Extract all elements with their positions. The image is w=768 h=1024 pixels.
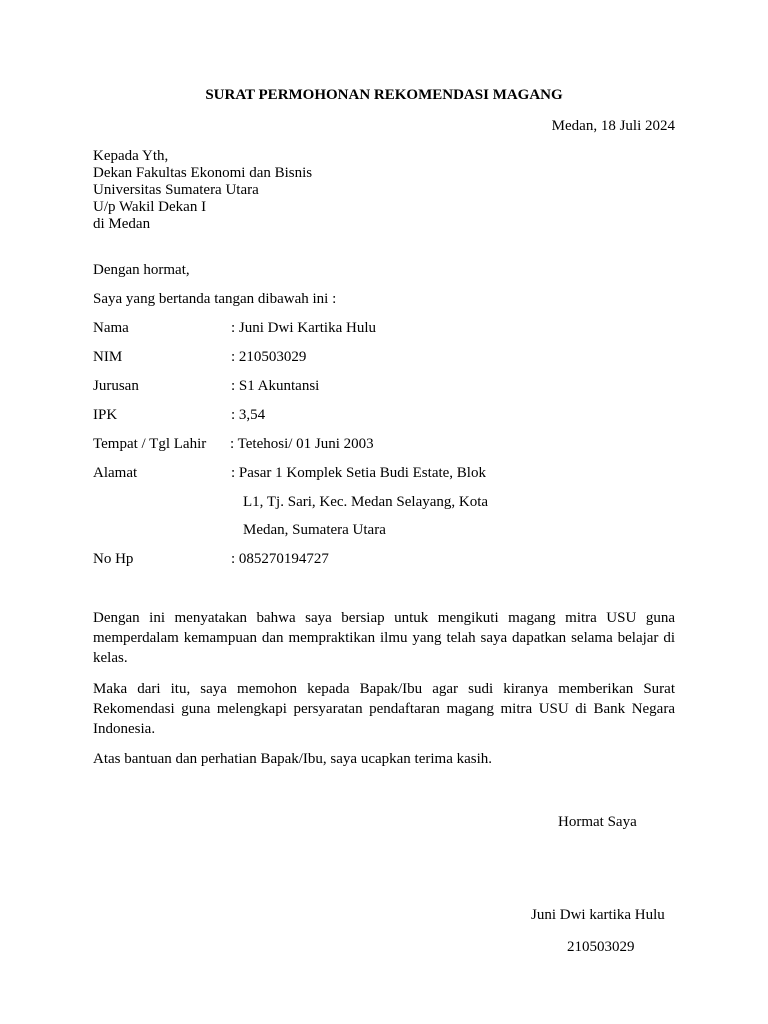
field-label-nama: Nama [93,320,129,336]
signer-nim: 210503029 [567,939,635,955]
body-paragraph: Dengan ini menyatakan bahwa saya bersiap untuk mengikuti magang mitra USU guna memperdalam kemampuan dan mempraktikan ilmu yang telah saya dapatkan selama belajar di kelas. [93,610,675,666]
field-label-ipk: IPK [93,407,118,423]
closing-text: Hormat Saya [558,814,637,830]
signer-name: Juni Dwi kartika Hulu [531,907,665,923]
field-value-alamat-line3: Medan, Sumatera Utara [243,522,386,538]
field-label-nohp: No Hp [93,551,134,567]
field-label-alamat: Alamat [93,465,138,481]
field-value-ipk: : 3,54 [231,407,266,423]
field-value-nim: : 210503029 [231,349,307,365]
recipient-line: Kepada Yth, [93,148,169,164]
recipient-line: di Medan [93,216,151,232]
intro-text: Saya yang bertanda tangan dibawah ini : [93,291,337,307]
recipient-address [93,148,312,233]
letter-title: SURAT PERMOHONAN REKOMENDASI MAGANG [205,87,563,103]
field-value-nohp: : 085270194727 [231,551,329,567]
recipient-line: Dekan Fakultas Ekonomi dan Bisnis [93,165,313,181]
field-value-jurusan: : S1 Akuntansi [231,378,320,394]
recipient-line: Universitas Sumatera Utara [93,182,259,198]
field-label-jurusan: Jurusan [93,378,139,394]
letter-date: Medan, 18 Juli 2024 [551,118,675,134]
field-value-alamat: : Pasar 1 Komplek Setia Budi Estate, Blok [231,465,486,481]
field-value-alamat-line2: L1, Tj. Sari, Kec. Medan Selayang, Kota [243,494,489,510]
field-label-nim: NIM [93,349,123,365]
greeting: Dengan hormat, [93,262,190,278]
body-paragraph: Atas bantuan dan perhatian Bapak/Ibu, saya ucapkan terima kasih. [93,751,493,767]
recipient-line: U/p Wakil Dekan I [93,199,207,215]
field-value-nama: : Juni Dwi Kartika Hulu [231,320,376,336]
body-paragraph: Maka dari itu, saya memohon kepada Bapak/Ibu agar sudi kiranya memberikan Surat Rekomendasi guna melengkapi persyaratan pendaftaran magang mitra USU di Bank Negara Indonesia. [93,681,675,737]
field-value-ttl: : Tetehosi/ 01 Juni 2003 [230,436,374,452]
field-label-ttl: Tempat / Tgl Lahir [93,436,207,452]
